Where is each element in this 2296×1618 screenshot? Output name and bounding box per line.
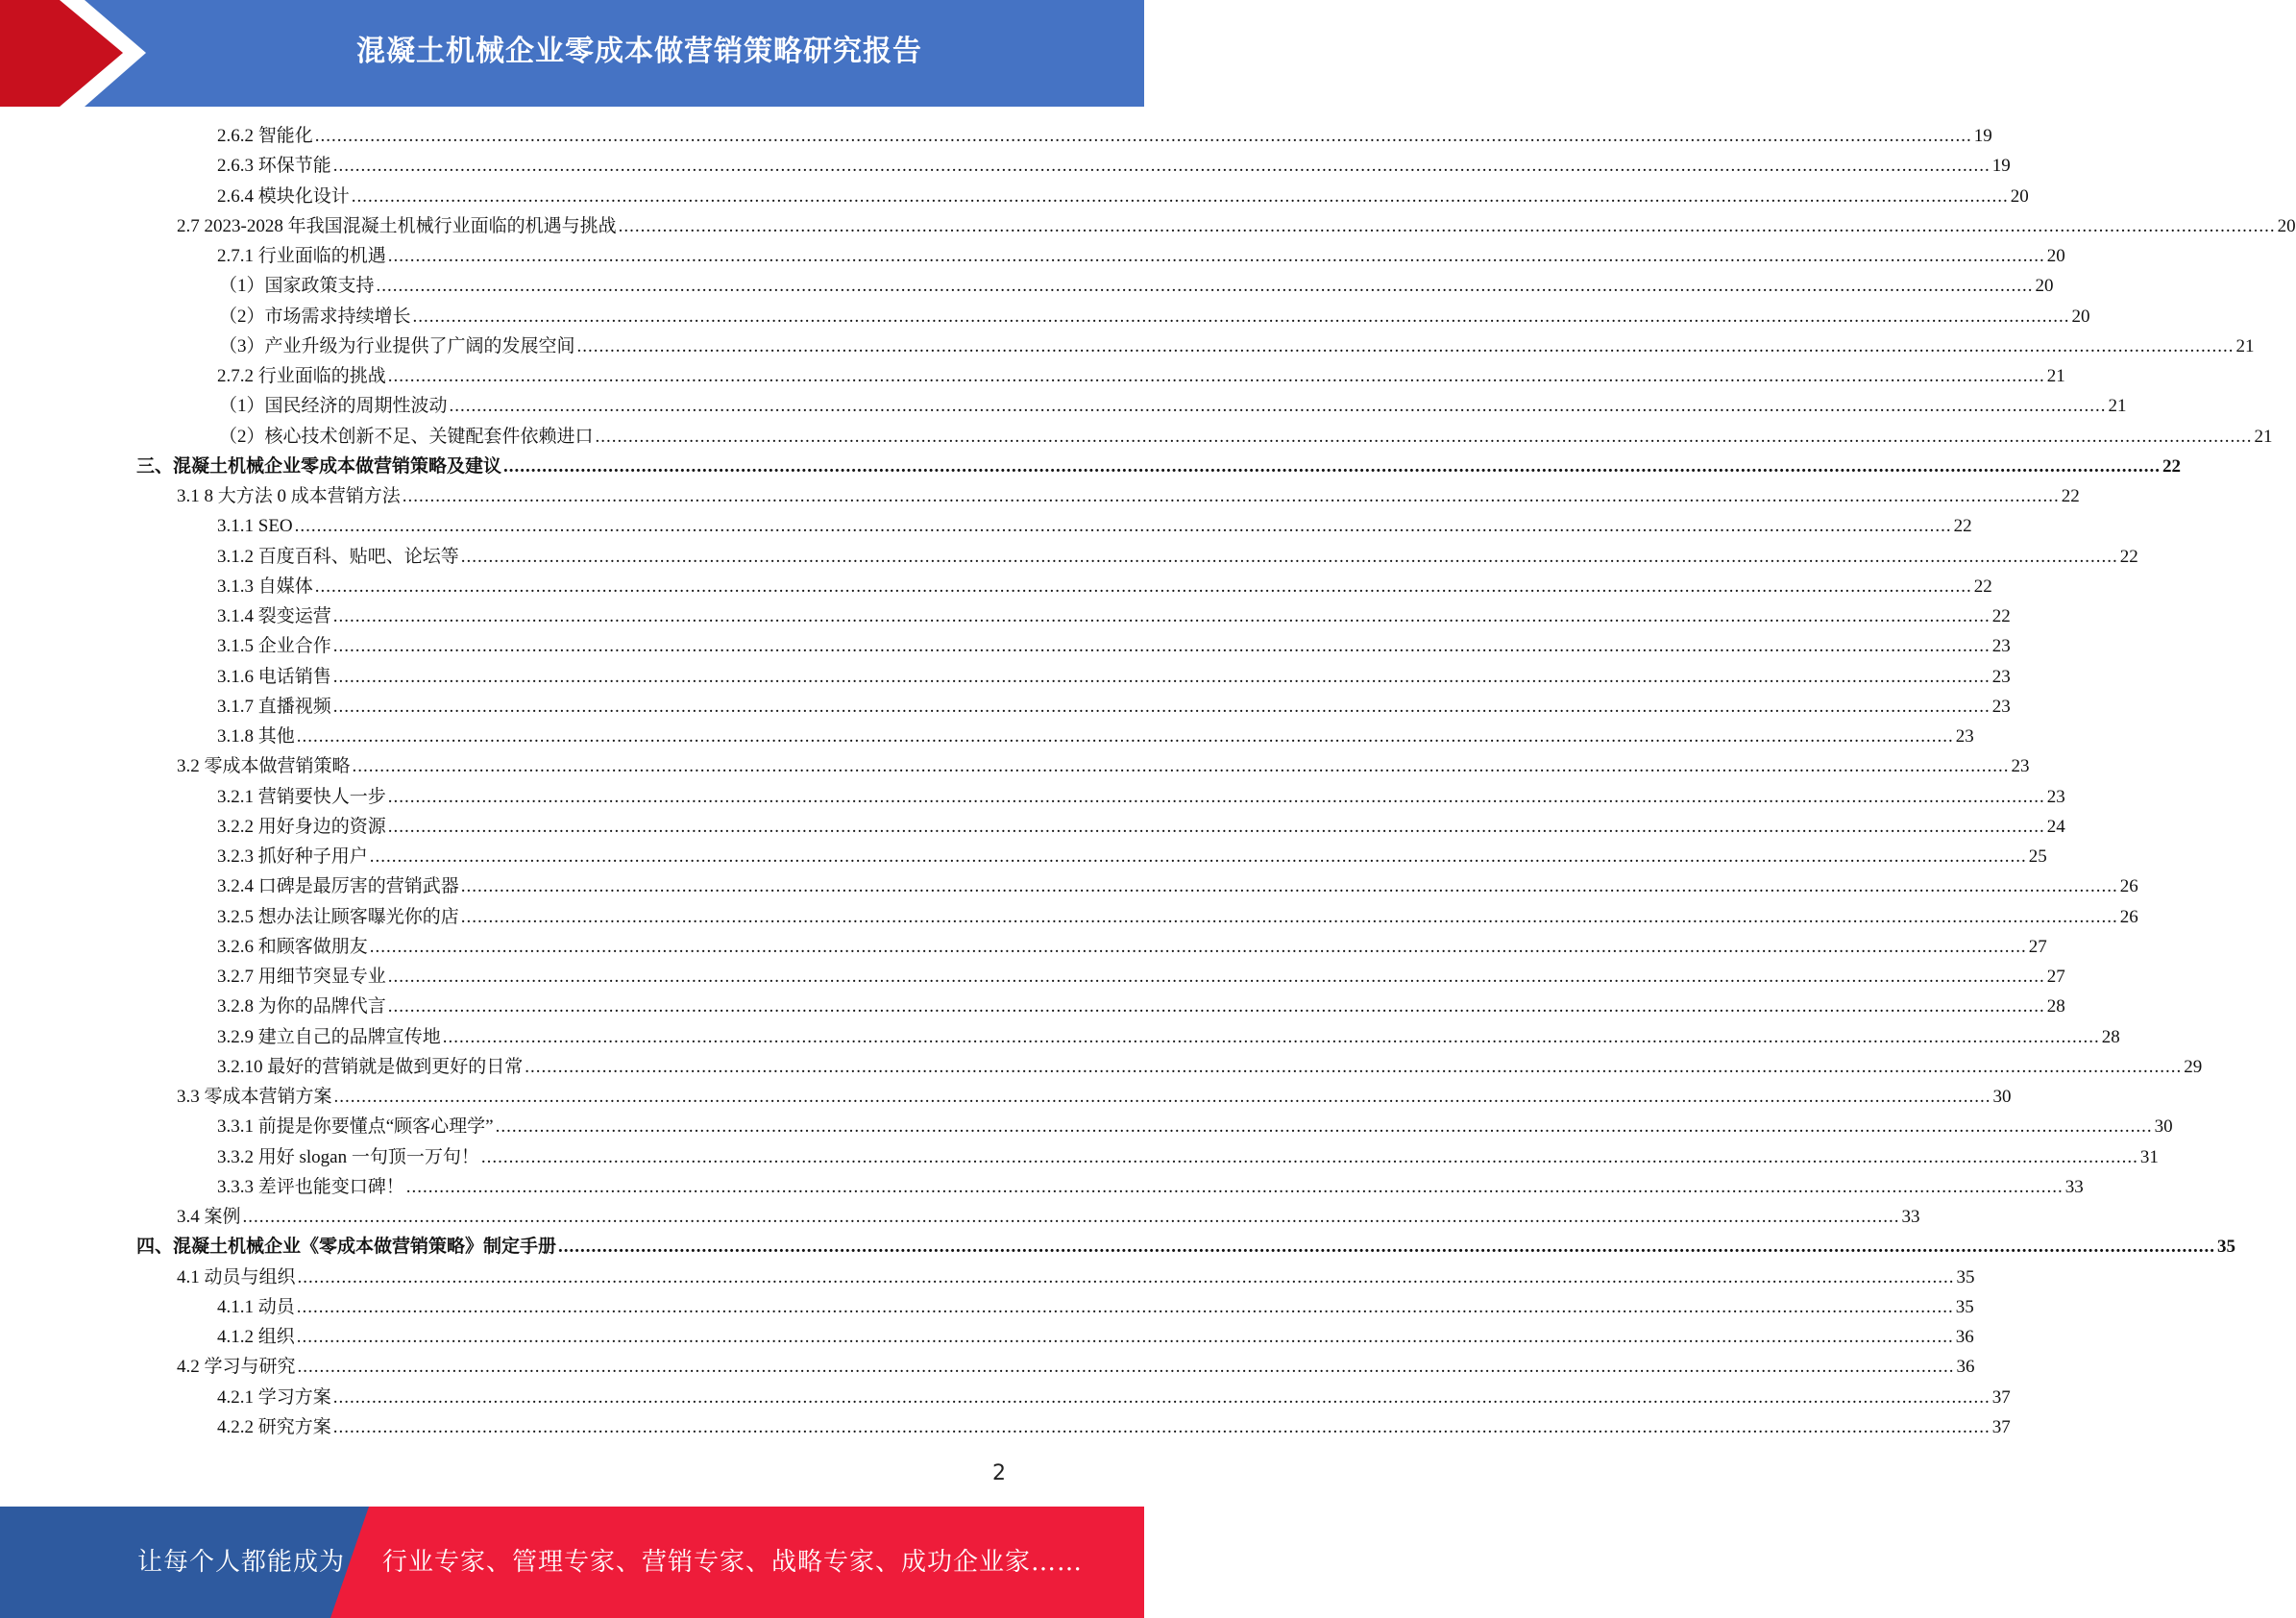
- toc-entry[interactable]: [217, 182, 2029, 211]
- toc-entry-title: 4.1.1 动员: [217, 1296, 295, 1317]
- toc-entry-title: 四、混凝土机械企业《零成本做营销策略》制定手册: [136, 1237, 557, 1258]
- toc-entry-title: 3.2.5 想办法让顾客曝光你的店: [217, 906, 459, 927]
- toc-entry-page: 21: [2108, 396, 2127, 417]
- toc-entry-title: 2.6.2 智能化: [217, 126, 313, 146]
- toc-entry[interactable]: [219, 302, 2090, 331]
- toc-entry[interactable]: [217, 902, 2138, 932]
- toc-leader-dots: ............................................................................................................................................................................................................................................................................................................: [495, 1116, 2153, 1138]
- toc-entry-title: 4.2.1 学习方案: [217, 1386, 331, 1408]
- toc-leader-dots: ............................................................................................................................................................................................................................................................................................................: [387, 786, 2045, 807]
- toc-entry[interactable]: [177, 1082, 2012, 1112]
- toc-entry-title: 3.1.6 电话销售: [217, 666, 331, 687]
- toc-entry-title: 3.3.1 前提是你要懂点“顾客心理学”: [217, 1116, 494, 1138]
- toc-entry-title: 3.2.1 营销要快人一步: [217, 786, 386, 807]
- toc-leader-dots: ............................................................................................................................................................................................................................................................................................................: [595, 426, 2253, 447]
- toc-leader-dots: ............................................................................................................................................................................................................................................................................................................: [296, 1296, 1954, 1317]
- toc-entry-page: 21: [2254, 426, 2273, 447]
- toc-leader-dots: ............................................................................................................................................................................................................................................................................................................: [332, 636, 1991, 657]
- toc-entry-page: 23: [1991, 636, 2011, 657]
- toc-entry-page: 26: [2119, 876, 2138, 897]
- toc-leader-dots: ............................................................................................................................................................................................................................................................................................................: [387, 967, 2045, 987]
- toc-entry-title: 3.2.6 和顾客做朋友: [217, 936, 368, 957]
- toc-entry-page: 35: [1955, 1296, 1974, 1317]
- toc-entry-page: 23: [2011, 756, 2030, 777]
- toc-leader-dots: ............................................................................................................................................................................................................................................................................................................: [449, 396, 2107, 417]
- toc-entry[interactable]: [217, 992, 2065, 1021]
- toc-entry-title: 3.1.7 直播视频: [217, 696, 331, 717]
- toc-entry-title: 3.1.3 自媒体: [217, 576, 313, 597]
- toc-entry-title: 2.7.2 行业面临的挑战: [217, 366, 386, 386]
- toc-entry[interactable]: [217, 572, 1992, 601]
- toc-entry-title: 3.1.4 裂变运营: [217, 606, 331, 626]
- toc-entry[interactable]: [217, 542, 2138, 572]
- toc-leader-dots: ............................................................................................................................................................................................................................................................................................................: [352, 756, 2010, 777]
- toc-entry-title: 3.3.3 差评也能变口碑！: [217, 1176, 404, 1197]
- toc-entry[interactable]: [217, 662, 2011, 692]
- toc-entry-title: （1）国民经济的周期性波动: [219, 396, 448, 417]
- toc-entry-title: 3.2.3 抓好种子用户: [217, 846, 368, 867]
- toc-entry-title: 3.2.9 建立自己的品牌宣传地: [217, 1026, 441, 1047]
- toc-entry-title: 3.1 8 大方法 0 成本营销方法: [177, 486, 401, 506]
- toc-entry-page: 21: [2046, 366, 2065, 386]
- toc-leader-dots: ............................................................................................................................................................................................................................................................................................................: [369, 846, 2027, 867]
- toc-entry-page: 22: [2061, 486, 2080, 506]
- toc-entry[interactable]: [217, 361, 2065, 391]
- toc-leader-dots: ............................................................................................................................................................................................................................................................................................................: [503, 455, 2162, 477]
- toc-entry[interactable]: [217, 1412, 2011, 1442]
- toc-leader-dots: ............................................................................................................................................................................................................................................................................................................: [332, 696, 1991, 717]
- toc-entry[interactable]: [136, 452, 2182, 481]
- toc-leader-dots: ............................................................................................................................................................................................................................................................................................................: [460, 546, 2118, 567]
- toc-leader-dots: ............................................................................................................................................................................................................................................................................................................: [332, 666, 1991, 687]
- toc-leader-dots: ............................................................................................................................................................................................................................................................................................................: [387, 246, 2045, 266]
- toc-entry[interactable]: [177, 481, 2080, 511]
- toc-entry[interactable]: [217, 1322, 1974, 1352]
- toc-entry[interactable]: [177, 751, 2030, 781]
- toc-entry-page: 33: [2064, 1176, 2084, 1197]
- toc-entry-page: 23: [2046, 786, 2065, 807]
- toc-entry-page: 20: [2046, 246, 2065, 266]
- toc-entry-title: 3.2.2 用好身边的资源: [217, 816, 386, 837]
- toc-entry-title: 3.2.8 为你的品牌代言: [217, 996, 386, 1017]
- toc-entry-page: 19: [1991, 156, 2011, 177]
- toc-leader-dots: ............................................................................................................................................................................................................................................................................................................: [405, 1176, 2064, 1197]
- toc-entry[interactable]: [217, 692, 2011, 722]
- toc-entry[interactable]: [219, 391, 2127, 421]
- toc-entry-page: 21: [2235, 335, 2255, 356]
- footer-slogan-left: 让每个人都能成为: [137, 1548, 346, 1577]
- toc-leader-dots: ............................................................................................................................................................................................................................................................................................................: [480, 1146, 2138, 1167]
- toc-entry[interactable]: [217, 241, 2065, 271]
- toc-entry-title: 3.1.1 SEO: [217, 516, 293, 537]
- page-number: 2: [992, 1461, 1006, 1485]
- toc-leader-dots: ............................................................................................................................................................................................................................................................................................................: [387, 366, 2045, 386]
- toc-entry-title: 3.4 案例: [177, 1207, 241, 1227]
- toc-leader-dots: ............................................................................................................................................................................................................................................................................................................: [460, 876, 2118, 897]
- toc-entry[interactable]: [217, 1052, 2203, 1082]
- toc-entry[interactable]: [177, 211, 2296, 241]
- toc-entry[interactable]: [217, 601, 2011, 631]
- toc-entry-page: 35: [2217, 1237, 2236, 1258]
- toc-entry[interactable]: [217, 932, 2047, 962]
- toc-entry-page: 22: [1973, 576, 1992, 597]
- toc-entry[interactable]: [219, 271, 2054, 301]
- toc-entry[interactable]: [217, 151, 2011, 181]
- toc-entry[interactable]: [217, 1383, 2011, 1412]
- toc-leader-dots: ............................................................................................................................................................................................................................................................................................................: [332, 1386, 1991, 1408]
- toc-leader-dots: ............................................................................................................................................................................................................................................................................................................: [525, 1056, 2183, 1077]
- toc-leader-dots: ............................................................................................................................................................................................................................................................................................................: [333, 1087, 1991, 1107]
- toc-entry-page: 26: [2119, 906, 2138, 927]
- toc-entry-page: 22: [2119, 546, 2138, 567]
- toc-entry-title: （2）市场需求持续增长: [219, 306, 411, 327]
- toc-leader-dots: ............................................................................................................................................................................................................................................................................................................: [332, 156, 1991, 177]
- toc-leader-dots: ............................................................................................................................................................................................................................................................................................................: [412, 306, 2070, 327]
- toc-entry[interactable]: [217, 1292, 1974, 1322]
- toc-entry-title: 4.2.2 研究方案: [217, 1416, 331, 1437]
- toc-entry[interactable]: [219, 422, 2273, 452]
- toc-entry-title: （2）核心技术创新不足、关键配套件依赖进口: [219, 426, 594, 447]
- toc-entry-page: 20: [2010, 185, 2029, 207]
- toc-entry[interactable]: [219, 331, 2255, 361]
- toc-entry-title: 3.3 零成本营销方案: [177, 1087, 332, 1107]
- toc-entry-page: 36: [1956, 1357, 1975, 1378]
- toc-entry-title: 4.2 学习与研究: [177, 1357, 296, 1378]
- toc-entry-page: 27: [2046, 967, 2065, 987]
- toc-entry[interactable]: [136, 1232, 2236, 1262]
- toc-entry-page: 22: [1953, 516, 1972, 537]
- toc-entry-title: 2.7.1 行业面临的机遇: [217, 246, 386, 266]
- toc-entry-page: 19: [1973, 126, 1992, 146]
- toc-entry-page: 36: [1955, 1327, 1974, 1347]
- toc-entry[interactable]: [217, 1172, 2084, 1202]
- footer-slogan-right: 行业专家、管理专家、营销专家、战略专家、成功企业家……: [382, 1548, 1084, 1577]
- toc-leader-dots: ............................................................................................................................................................................................................................................................................................................: [314, 576, 1972, 597]
- toc-entry-title: 2.7 2023-2028 年我国混凝土机械行业面临的机遇与挑战: [177, 215, 617, 236]
- toc-entry-title: 2.6.4 模块化设计: [217, 185, 350, 207]
- toc-entry[interactable]: [177, 1352, 1975, 1382]
- toc-entry-title: 3.3.2 用好 slogan 一句顶一万句！: [217, 1146, 479, 1167]
- toc-leader-dots: ............................................................................................................................................................................................................................................................................................................: [332, 606, 1991, 626]
- toc-entry[interactable]: [217, 121, 1992, 151]
- toc-entry[interactable]: [177, 1202, 1920, 1232]
- toc-leader-dots: ............................................................................................................................................................................................................................................................................................................: [297, 1266, 1955, 1287]
- toc-entry-page: 24: [2046, 816, 2065, 837]
- toc-entry[interactable]: [177, 1263, 1975, 1292]
- toc-entry-page: 22: [1991, 606, 2011, 626]
- toc-entry[interactable]: [217, 812, 2065, 842]
- toc-leader-dots: ............................................................................................................................................................................................................................................................................................................: [576, 335, 2235, 356]
- toc-leader-dots: ............................................................................................................................................................................................................................................................................................................: [618, 215, 2276, 236]
- toc-entry-page: 25: [2028, 846, 2047, 867]
- toc-leader-dots: ............................................................................................................................................................................................................................................................................................................: [297, 1357, 1955, 1378]
- toc-entry[interactable]: [217, 1112, 2173, 1141]
- toc-leader-dots: ............................................................................................................................................................................................................................................................................................................: [558, 1237, 2216, 1258]
- toc-entry-page: 35: [1956, 1266, 1975, 1287]
- toc-leader-dots: ............................................................................................................................................................................................................................................................................................................: [314, 126, 1972, 146]
- toc-entry[interactable]: [217, 722, 1974, 751]
- toc-entry-page: 37: [1991, 1416, 2011, 1437]
- toc-leader-dots: ............................................................................................................................................................................................................................................................................................................: [296, 726, 1954, 747]
- toc-entry-page: 23: [1955, 726, 1974, 747]
- toc-entry[interactable]: [217, 842, 2047, 871]
- toc-entry-title: 3.1.2 百度百科、贴吧、论坛等: [217, 546, 459, 567]
- toc-entry[interactable]: [217, 871, 2138, 901]
- toc-entry-title: 2.6.3 环保节能: [217, 156, 331, 177]
- toc-leader-dots: ............................................................................................................................................................................................................................................................................................................: [442, 1026, 2100, 1047]
- toc-entry-page: 33: [1901, 1207, 1920, 1227]
- toc-leader-dots: ............................................................................................................................................................................................................................................................................................................: [460, 906, 2118, 927]
- toc-entry-title: 4.1 动员与组织: [177, 1266, 296, 1287]
- report-title: 混凝土机械企业零成本做营销策略研究报告: [356, 35, 922, 68]
- toc-entry-title: 3.1.8 其他: [217, 726, 295, 747]
- toc-leader-dots: ............................................................................................................................................................................................................................................................................................................: [369, 936, 2027, 957]
- toc-entry-page: 37: [1991, 1386, 2011, 1408]
- toc-leader-dots: ............................................................................................................................................................................................................................................................................................................: [332, 1416, 1991, 1437]
- toc-entry-title: 3.2.4 口碑是最厉害的营销武器: [217, 876, 459, 897]
- toc-entry-page: 28: [2046, 996, 2065, 1017]
- toc-leader-dots: ............................................................................................................................................................................................................................................................................................................: [387, 816, 2045, 837]
- toc-entry-page: 23: [1991, 696, 2011, 717]
- toc-entry-page: 27: [2028, 936, 2047, 957]
- toc-entry-page: 20: [2071, 306, 2090, 327]
- toc-leader-dots: ............................................................................................................................................................................................................................................................................................................: [376, 276, 2034, 297]
- page-header: [0, 0, 1144, 107]
- toc-leader-dots: ............................................................................................................................................................................................................................................................................................................: [351, 185, 2009, 207]
- toc-entry[interactable]: [217, 962, 2065, 992]
- toc-entry[interactable]: [217, 782, 2065, 812]
- toc-entry-title: （1）国家政策支持: [219, 276, 375, 297]
- toc-entry-title: （3）产业升级为行业提供了广阔的发展空间: [219, 335, 575, 356]
- toc-entry[interactable]: [217, 1022, 2120, 1052]
- toc-leader-dots: ............................................................................................................................................................................................................................................................................................................: [387, 996, 2045, 1017]
- toc-leader-dots: ............................................................................................................................................................................................................................................................................................................: [242, 1207, 1900, 1227]
- toc-entry-title: 3.2.7 用细节突显专业: [217, 967, 386, 987]
- toc-entry[interactable]: [217, 1142, 2159, 1172]
- toc-entry-page: 29: [2184, 1056, 2203, 1077]
- toc-entry-title: 3.1.5 企业合作: [217, 636, 331, 657]
- toc-entry-page: 23: [1991, 666, 2011, 687]
- toc-entry-page: 22: [2162, 455, 2182, 477]
- toc-entry-page: 28: [2101, 1026, 2120, 1047]
- toc-entry-page: 30: [1992, 1087, 2012, 1107]
- toc-leader-dots: ............................................................................................................................................................................................................................................................................................................: [402, 486, 2060, 506]
- toc-entry-title: 4.1.2 组织: [217, 1327, 295, 1347]
- page-footer: [0, 1507, 1144, 1618]
- toc-entry-title: 3.2.10 最好的营销就是做到更好的日常: [217, 1056, 524, 1077]
- toc-entry-page: 31: [2139, 1146, 2159, 1167]
- toc-leader-dots: ............................................................................................................................................................................................................................................................................................................: [294, 516, 1952, 537]
- toc-entry[interactable]: [217, 511, 1972, 541]
- toc-entry-page: 30: [2154, 1116, 2173, 1138]
- toc-entry-page: 20: [2277, 215, 2296, 236]
- toc-entry[interactable]: [217, 631, 2011, 661]
- toc-leader-dots: ............................................................................................................................................................................................................................................................................................................: [296, 1327, 1954, 1347]
- toc-entry-page: 20: [2035, 276, 2054, 297]
- toc-entry-title: 三、混凝土机械企业零成本做营销策略及建议: [136, 455, 502, 477]
- toc-entry-title: 3.2 零成本做营销策略: [177, 756, 351, 777]
